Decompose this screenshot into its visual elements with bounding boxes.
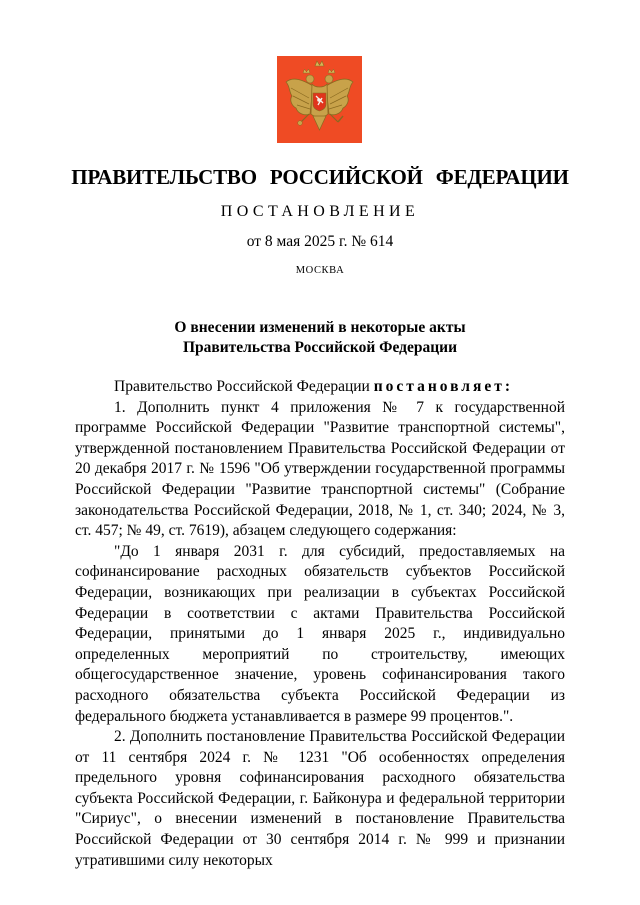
coat-of-arms-icon	[277, 56, 362, 143]
preamble-verb: постановляет:	[373, 378, 514, 395]
document-body	[75, 377, 565, 871]
document-city: МОСКВА	[295, 265, 345, 276]
document-date-number: от 8 мая 2025 г. № 614	[246, 233, 394, 250]
heading-line-1: О внесении изменений в некоторые акты	[174, 319, 466, 336]
preamble-text: Правительство Российской Федерации	[114, 378, 374, 395]
paragraph-2: 2. Дополнить постановление Правительства Российской Федерации от 11 сентября 2024 г. № 1231 "Об особенностях определения предельного уровня софинансирования расходного обязательства субъекта Российской Федерации, г. Байконура и федеральной территории "Сириус", о внесении изменений в постановление Правительства Российской Федерации от 30 сентября 2014 г. № 999 и признании утратившими силу некоторых	[75, 728, 565, 869]
heading-line-2: Правительства Российской Федерации	[182, 339, 458, 356]
document-type: ПОСТАНОВЛЕНИЕ	[220, 203, 420, 220]
quoted-paragraph: "До 1 января 2031 г. для субсидий, предоставляемых на софинансирование расходных обязательств субъектов Российской Федерации, возникающих при реализации в субъектах Российской Федерации в соответствии с актами Правительства Российской Федерации, принятыми до 1 января 2025 г., индивидуально определенных мероприятий по строительству, имеющих общегосударственное значение, уровень софинансирования такого расходного обязательства субъекта Российской Федерации из федерального бюджета устанавливается в размере 99 процентов.".	[75, 542, 565, 725]
document-heading	[120, 318, 520, 358]
preamble-paragraph	[75, 377, 565, 398]
paragraph-1: 1. Дополнить пункт 4 приложения № 7 к государственной программе Российской Федерации "Развитие транспортной системы", утвержденной постановлением Правительства Российской Федерации от 20 декабря 2017 г. № 1596 "Об утверждении государственной программы Российской Федерации "Развитие транспортной системы" (Собрание законодательства Российской Федерации, 2018, № 1, ст. 340; 2024, № 3, ст. 457; № 49, ст. 7619), абзацем следующего содержания:	[75, 398, 565, 540]
government-title: ПРАВИТЕЛЬСТВО РОССИЙСКОЙ ФЕДЕРАЦИИ	[71, 165, 569, 189]
